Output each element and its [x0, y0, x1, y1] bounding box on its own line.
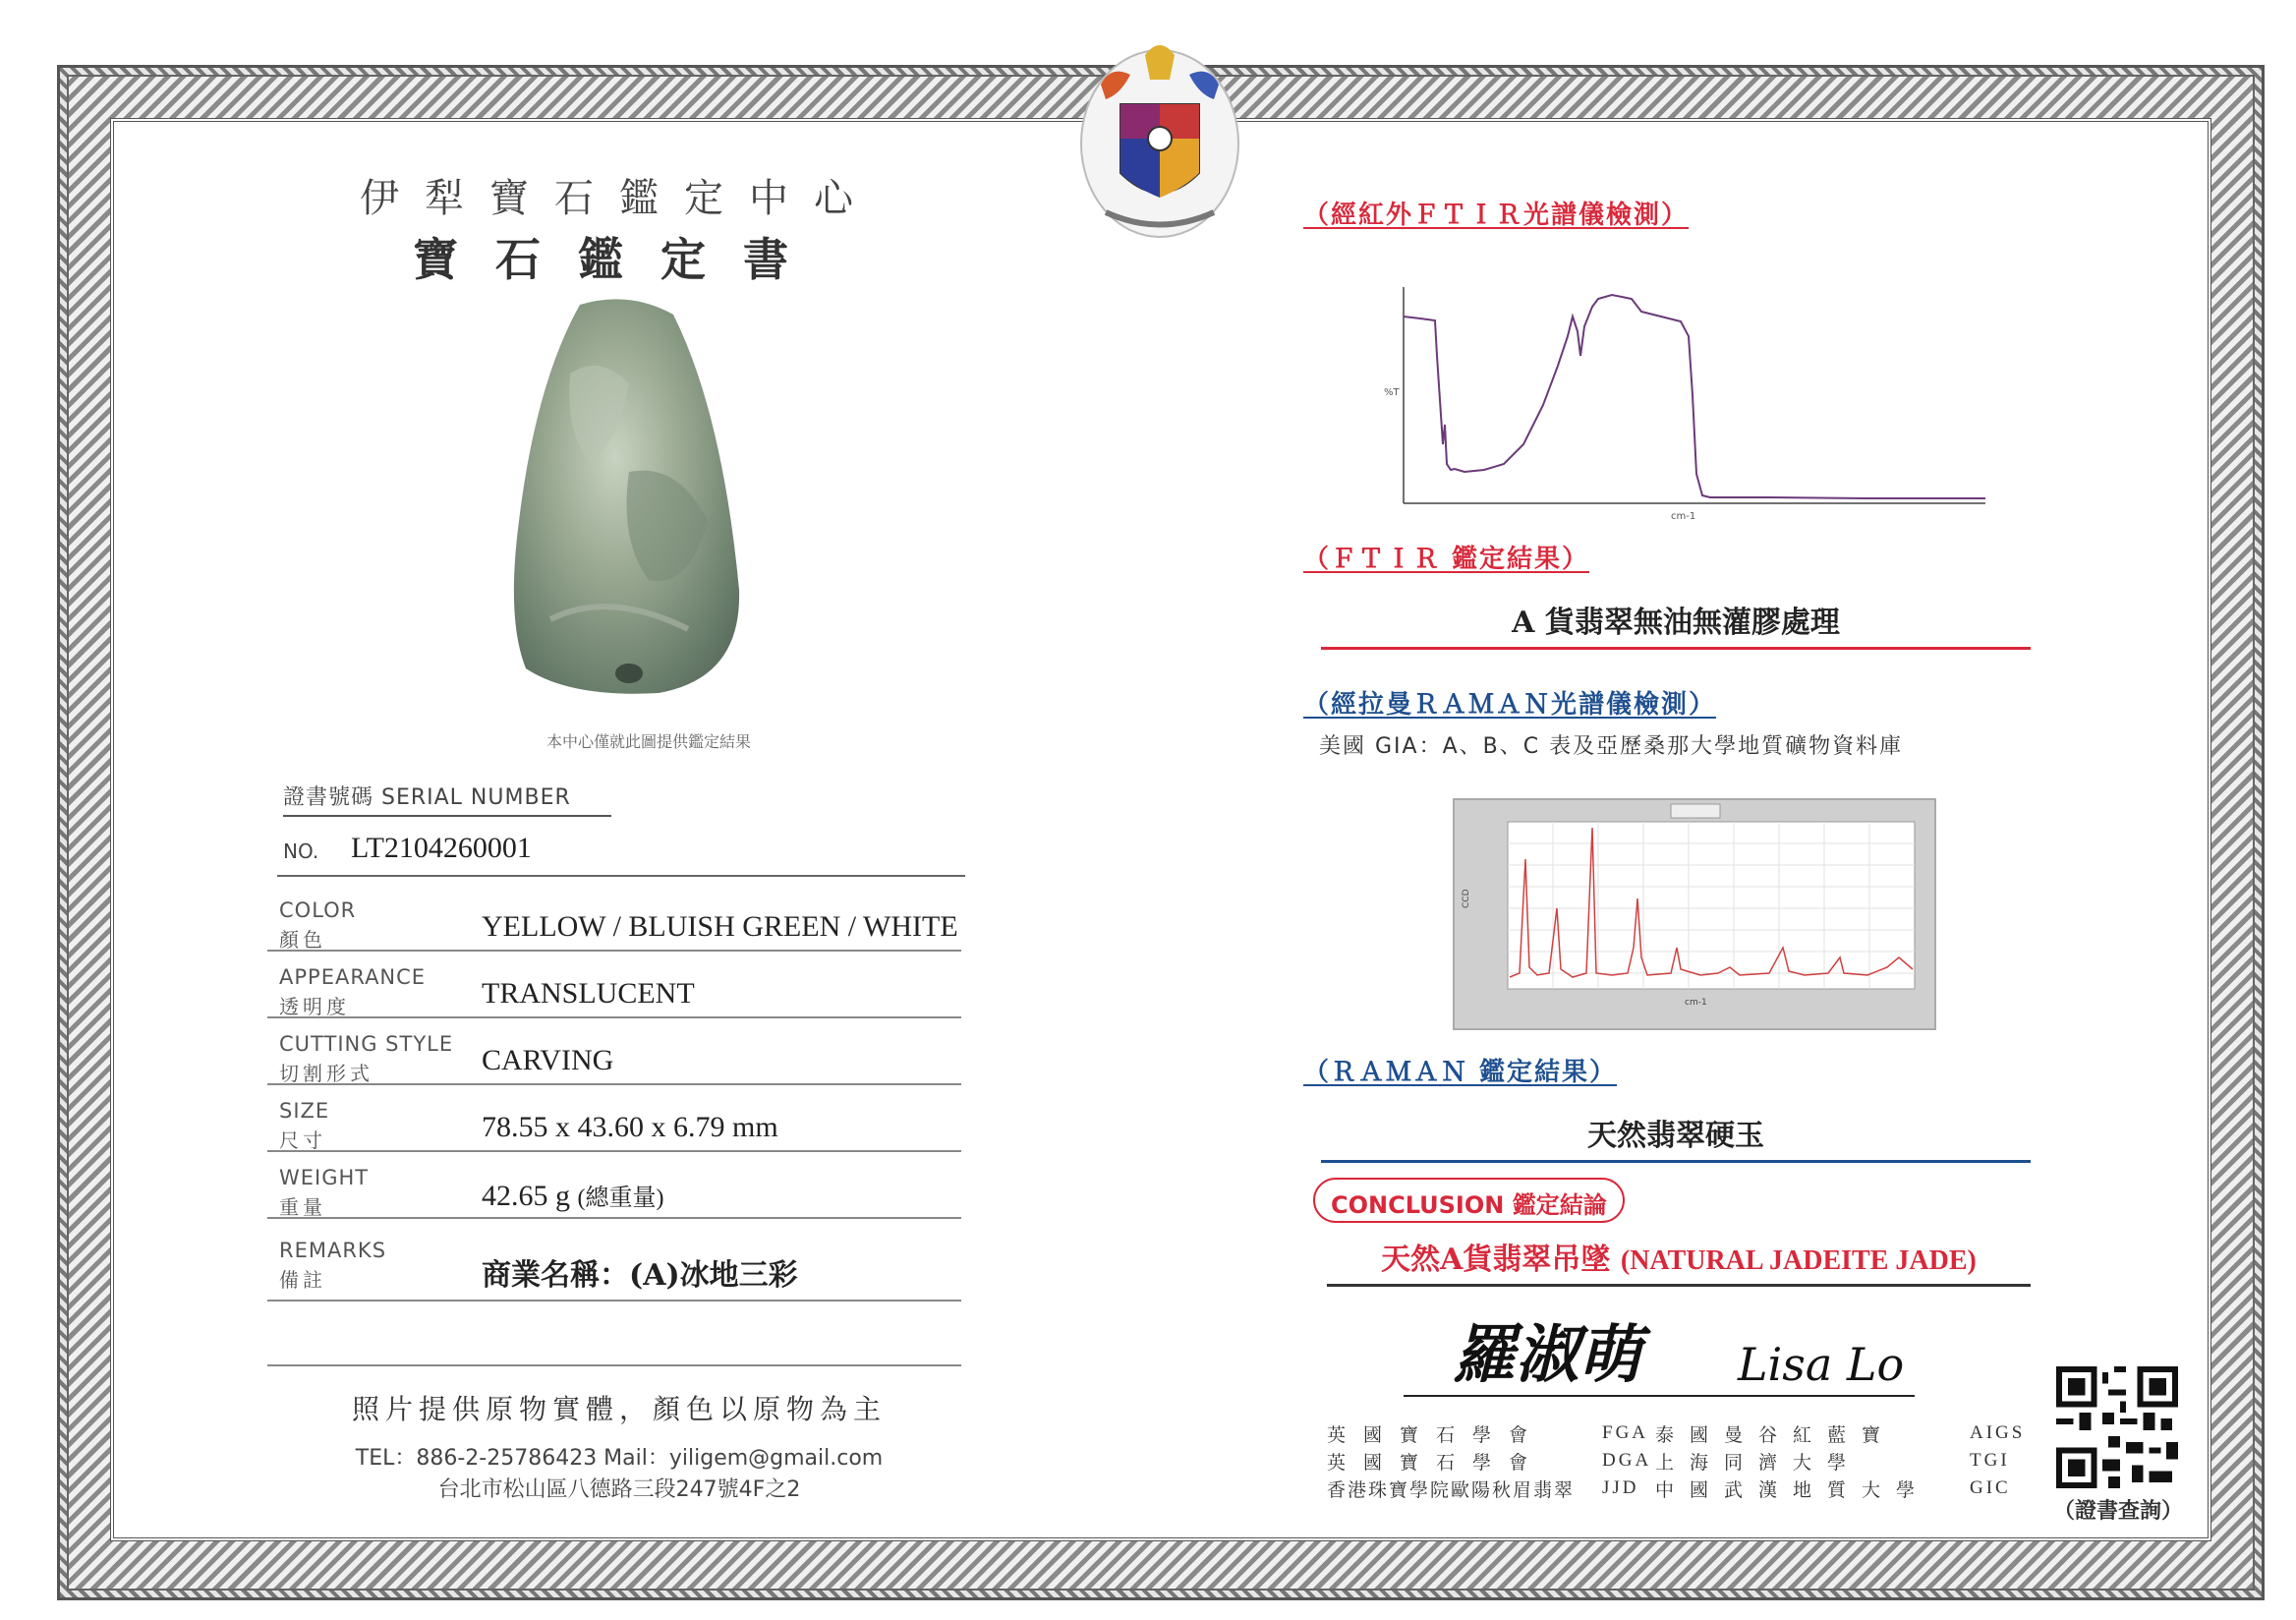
signature	[1404, 1298, 1954, 1406]
field-label-en: COLOR	[279, 898, 357, 922]
field-value: TRANSLUCENT	[482, 977, 695, 1010]
field-label-en: CUTTING STYLE	[279, 1032, 454, 1056]
conclusion-value-zh: 天然A貨翡翠吊墜	[1381, 1243, 1611, 1277]
field-label-zh: 切割形式	[279, 1062, 373, 1085]
field-label-zh: 重量	[279, 1195, 326, 1219]
field-label-zh: 顏色	[279, 928, 326, 952]
qr-code[interactable]	[2056, 1366, 2178, 1488]
photo-note: 照片提供原物實體，顏色以原物為主	[351, 1393, 887, 1425]
field-cutting-style	[267, 1020, 961, 1085]
weight-value: 42.65 g	[482, 1180, 570, 1212]
svg-text:羅淑萌: 羅淑萌	[1453, 1318, 1641, 1392]
conclusion-value	[1327, 1235, 2031, 1287]
svg-text:Lisa Lo: Lisa Lo	[1738, 1338, 1905, 1391]
svg-text:cm-1: cm-1	[1685, 998, 1707, 1008]
field-remarks	[267, 1227, 961, 1302]
svg-text:CCD: CCD	[1462, 889, 1471, 908]
field-size	[267, 1087, 961, 1152]
field-appearance	[267, 954, 961, 1018]
serial-number-label: 證書號碼 SERIAL NUMBER	[283, 781, 611, 817]
address: 台北市松山區八德路三段247號4F之2	[437, 1477, 801, 1502]
coat-of-arms-logo	[1062, 26, 1258, 252]
raman-result-heading: （ＲＡＭＡＮ 鑑定結果）	[1303, 1058, 1618, 1087]
raman-database-line: 美國 GIA：A、B、C 表及亞歷桑那大學地質礦物資料庫	[1319, 734, 1904, 759]
photo-caption: 本中心僅就此圖提供鑑定結果	[545, 732, 751, 751]
ftir-heading: （經紅外ＦＴＩＲ光譜儀檢測）	[1303, 201, 1690, 230]
conclusion-value-en: (NATURAL JADEITE JADE)	[1620, 1245, 1977, 1276]
serial-number-value: LT2104260001	[351, 832, 532, 864]
field-label-en: WEIGHT	[279, 1166, 370, 1189]
field-value	[482, 1178, 663, 1213]
conclusion-label: CONCLUSION 鑑定結論	[1313, 1178, 1625, 1223]
ftir-result: A 貨翡翠無油無灌膠處理	[1321, 598, 2031, 650]
raman-spectrum-panel	[1453, 798, 1936, 1030]
field-label-en: SIZE	[279, 1099, 330, 1123]
field-label-en: REMARKS	[279, 1239, 387, 1262]
field-label-en: APPEARANCE	[279, 965, 427, 989]
field-weight	[267, 1154, 961, 1219]
no-label: NO.	[283, 839, 319, 863]
svg-text:cm-1: cm-1	[1671, 511, 1696, 522]
weight-suffix: (總重量)	[577, 1186, 664, 1211]
serial-number-row	[277, 832, 965, 877]
jade-pendant-photo	[511, 295, 747, 698]
field-label-zh: 尺寸	[279, 1128, 326, 1152]
raman-result: 天然翡翠硬玉	[1321, 1111, 2031, 1163]
field-label-zh: 備註	[279, 1268, 326, 1292]
document-title: 寶石鑑定書	[413, 233, 826, 286]
affiliation-row: 英國寶石學會 DGA 上海同濟大學 TGI	[1327, 1450, 2010, 1474]
affiliation-row: 香港珠寶學院歐陽秋眉翡翠 JJD 中國武漢地質大學 GIC	[1327, 1477, 2011, 1501]
field-value: CARVING	[482, 1044, 614, 1076]
affiliations-list	[1327, 1419, 2040, 1502]
ftir-spectrum-chart	[1376, 277, 1995, 523]
raman-spectrum-chart	[1455, 800, 1938, 1032]
ftir-result-heading: （ＦＴＩＲ 鑑定結果）	[1303, 545, 1590, 574]
contact-info: TEL：886-2-25786423 Mail：yiligem@gmail.com	[355, 1446, 884, 1471]
raman-heading: （經拉曼ＲＡＭＡＮ光譜儀檢測）	[1303, 690, 1717, 720]
divider	[267, 1364, 961, 1366]
field-value: 78.55 x 43.60 x 6.79 mm	[482, 1111, 778, 1143]
affiliation-row: 英國寶石學會 FGA 泰國曼谷紅藍寶 AIGS	[1327, 1422, 2026, 1446]
field-value: 商業名稱：(A)冰地三彩	[482, 1258, 798, 1293]
field-value: YELLOW / BLUISH GREEN / WHITE	[482, 910, 958, 943]
center-name: 伊犁寶石鑑定中心	[360, 176, 879, 221]
field-label-zh: 透明度	[279, 995, 350, 1018]
qr-label: （證書查詢）	[2052, 1499, 2183, 1524]
svg-text:%T: %T	[1384, 387, 1400, 398]
field-color	[267, 887, 961, 952]
